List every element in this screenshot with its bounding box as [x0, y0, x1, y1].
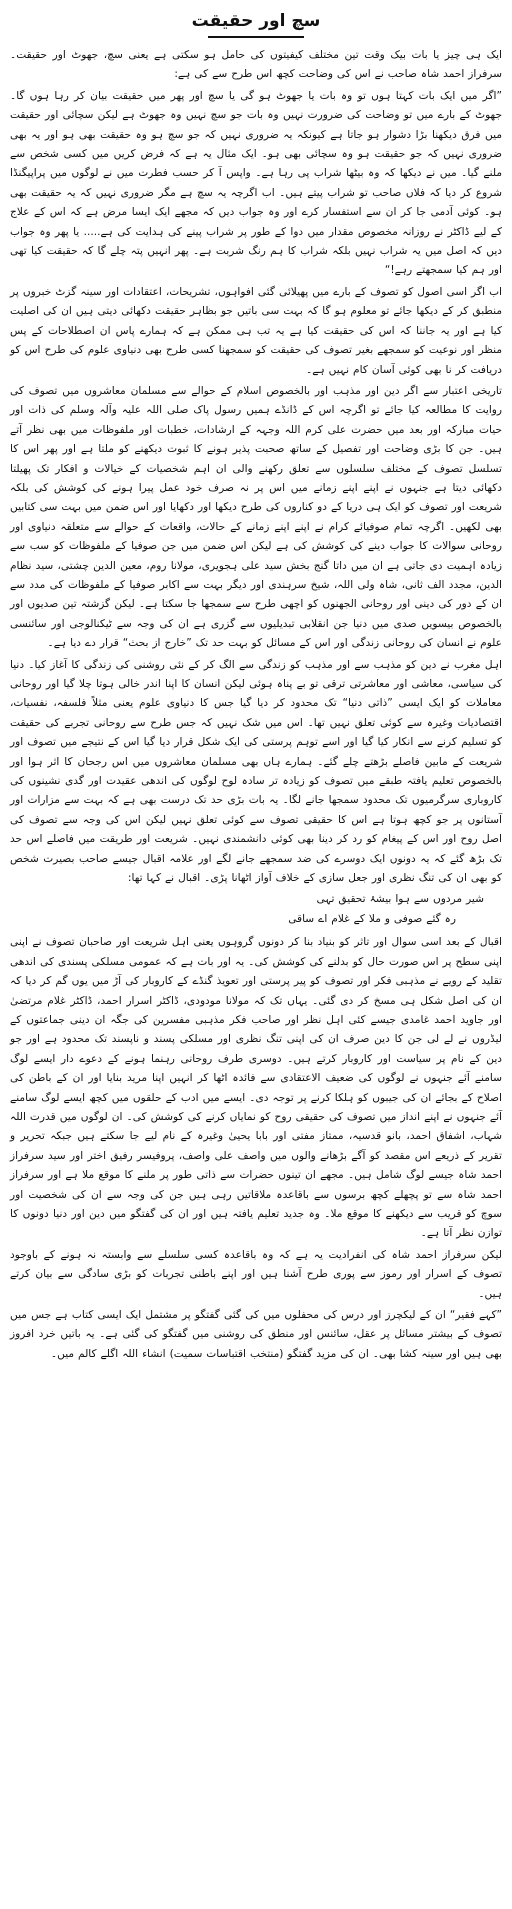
paragraph-after-iqbal: اقبال کے بعد اسی سوال اور تاثر کو بنیاد بنا کر دونوں گروہوں یعنی اہل شریعت اور صاحبان تصوف نے اپنی اپنی سطح پر اس صورت حال کو بدلنے کی کوشش کی۔ یہ اور بات ہے کہ عمومی مسلکی پسندی کی اندھی تقلید کے رویے نے مذہبی فکر اور تصوف کو پیر پرستی اور تعویذ گنڈے کے کاروبار کی آڑ میں یوں گم کر دیا کہ ان کی اصل شکل ہی مسخ کر دی گئی۔ یہاں تک کہ مولانا مودودی، ڈاکٹر اسرار احمد، ڈاکٹر غلام مرتضیٰ اور جاوید احمد غامدی جیسے کئی اہل نظر اور صاحب فکر مذہبی مفسرین کی جگہ ان دینی جماعتوں کے لیڈروں نے لے لی جن کا دین صرف ان کی اپنی تنگ نظری اور مسلکی پسند و ناپسند تک محدود ہے اور جو دین کے نام پر سیاست اور کاروبار کرتے ہیں۔ دوسری طرف روحانی رہنما ہونے کے دعوے دار ایسے لوگ سامنے آئے جنہوں نے لوگوں کی ضعیف الاعتقادی سے فائدہ اٹھا کر انہیں اپنا مرید بنایا اور ان کے باطن کی اصلاح کے بجائے ان کی جیبوں کو ہلکا کرنے پر توجہ دی۔ ایسے میں ادب کے حلقوں میں کچھ ایسے لوگ سامنے آئے جنہوں نے اپنے انداز میں تصوف کی حقیقی روح کو نمایاں کرنے کی کوشش کی۔ ان لوگوں میں قدرت اللہ شہاب، اشفاق احمد، بانو قدسیہ، ممتاز مفتی اور بابا یحییٰ وغیرہ کے نام لیے جا سکتے ہیں جبکہ تحریر و تقریر کے ذریعے اس مقصد کو آگے بڑھانے والوں میں واصف علی واصف، پروفیسر رفیق اختر اور سید سرفراز احمد شاہ جیسے لوگ شامل ہیں۔ مجھے ان تینوں حضرات سے ذاتی طور پر ملنے کا موقع ملا ہے اور سرفراز احمد شاہ سے تو پچھلے کچھ برسوں سے باقاعدہ ملاقاتیں رہی ہیں جن کی وجہ سے ان کی شخصیت اور سوچ کو قریب سے دیکھنے کا موقع ملا۔ وہ جدید تعلیم یافتہ ہیں اور ان کی گفتگو میں دین اور دنیا دونوں کا توازن نظر آتا ہے۔	[10, 936, 502, 1240]
article-body	[10, 46, 502, 1364]
paragraph-history: تاریخی اعتبار سے اگر دین اور مذہب اور بالخصوص اسلام کے حوالے سے مسلمان معاشروں میں تصوف کی روایت کا مطالعہ کیا جائے تو اگرچہ اس کے ڈانڈے ہمیں رسول پاک صلی اللہ علیہ وآلہ وسلم کی ذات اور حیات مبارکہ اور بعد میں حضرت علی کرم اللہ وجہہ کے ارشادات، خطبات اور ملفوظات میں بھی نظر آتے ہیں۔ جن کا بڑی وضاحت اور تفصیل کے ساتھ صحبت پذیر ہونے کا ثبوت دیکھنے کو ملتا ہے اور پھر اس کا تسلسل تصوف کے مختلف سلسلوں سے تعلق رکھنے والی ان اہم شخصیات کے خیالات و افکار تک پھیلتا دکھائی دیتا ہے جنہوں نے اپنے اپنے زمانے میں اس پر نہ صرف خود عمل پیرا ہونے کی کوشش کی بلکہ شریعت اور تصوف کو ایک ہی دریا کے دو کناروں کی طرح دیکھا اور دکھایا اور اس ضمن میں بہت سی کتابیں بھی لکھیں۔ اگرچہ تمام صوفیائے کرام نے اپنے اپنے زمانے کے حالات، واقعات کے حوالے سے متعلقہ دنیاوی اور روحانی سوالات کا جواب دینے کی کوشش کی ہے لیکن اس ضمن میں جن صوفیا کے ملفوظات کو سب سے زیادہ اہمیت دی جاتی ہے ان میں داتا گنج بخش سید علی ہجویری، مولانا روم، معین الدین چشتی، سید نظام الدین، مجدد الف ثانی، شاہ ولی اللہ، شیخ سرہندی اور دیگر بہت سے اکابر صوفیا کے ملفوظات کی مدد سے ان کے دور کی دینی اور روحانی الجھنوں کو اچھی طرح سے سمجھا جا سکتا ہے۔ لیکن گزشتہ تین صدیوں اور بالخصوص بیسویں صدی میں دنیا جن انقلابی تبدیلیوں سے گزری ہے ان کی وجہ سے ٹیکنالوجی اور سائنسی علوم نے انسان کی روحانی زندگی اور اس کے مسائل کو بہت حد تک ”خارج از بحث“ قرار دے دیا ہے۔	[10, 384, 502, 650]
paragraph-west: اہل مغرب نے دین کو مذہب سے اور مذہب کو زندگی سے الگ کر کے نئی روشنی کی زندگی کا آغاز کیا۔ دنیا کی سیاسی، معاشی اور معاشرتی ترقی تو بے پناہ ہوئی لیکن انسان کا اپنا اندر خالی ہوتا چلا گیا اور روحانی معاملات کو ایک ایسی ”ذاتی دنیا“ تک محدود کر دیا گیا جس کا دنیاوی علوم یعنی مثلاً فلسفہ، نفسیات، اقتصادیات وغیرہ سے کوئی تعلق نہیں تھا۔ اس میں شک نہیں کہ جس طرح سے روحانی تجربے کی حقیقت کو تسلیم کرنے سے انکار کیا گیا اور اسے توہم پرستی کی ایک شکل قرار دیا گیا اس کے نتیجے میں تصوف اور شریعت کے مابین فاصلے بڑھتے چلے گئے۔ ہمارے ہاں بھی مسلمان معاشروں میں اس رجحان کا اثر ہوا اور بالخصوص تعلیم یافتہ طبقے میں تصوف کو زیادہ تر سادہ لوح لوگوں کی اندھی عقیدت اور گدی نشینوں کی کاروباری سرگرمیوں تک محدود سمجھا جانے لگا۔ یہ بات بڑی حد تک درست بھی ہے کہ بہت سے مزارات اور آستانوں پر جو کچھ ہوتا ہے اس کا حقیقی تصوف سے کوئی تعلق نہیں لیکن اس کی وجہ سے تصوف کی اصل روح اور اس کے پیغام کو رد کر دینا بھی کوئی دانشمندی نہیں۔ شریعت اور طریقت میں فاصلے اس حد تک بڑھ گئے کہ یہ دونوں ایک دوسرے کی ضد سمجھے جانے لگے اور علامہ اقبال جیسے صاحب بصیرت شخص کو بھی ان کی تنگ نظری اور جعل سازی کے خلاف آواز اٹھانا پڑی۔ اقبال نے کہا تھا:	[10, 658, 502, 885]
paragraph-tasawwuf-rumors: اب اگر اسی اصول کو تصوف کے بارے میں پھیلائی گئی افواہوں، تشریحات، اعتقادات اور سینہ گزٹ خبروں پر منطبق کر کے دیکھا جائے تو معلوم ہو گا کہ بہت سی باتیں جو بظاہر حقیقت دکھائی دیتی ہیں ان کی اصلیت کیا ہے اور یہ جاننا کہ اس کی حقیقت کیا ہے یہ تب ہی ممکن ہے کہ ہمارے پاس ان اصطلاحات کے پس منظر اور نوعیت کو سمجھے بغیر تصوف کی حقیقت کو سمجھنا کسی طرح بھی دنیاوی علوم کی طرح اس کو دریافت کر نا بھی کوئی آسان کام نہیں ہے۔	[10, 285, 502, 376]
verse-line-1: شیر مردوں سے ہوا بیشۂ تحقیق تہی	[316, 893, 484, 906]
paragraph-sarfraz-shah: لیکن سرفراز احمد شاہ کی انفرادیت یہ ہے کہ وہ باقاعدہ کسی سلسلے سے وابستہ نہ ہونے کے باوجود تصوف کے اسرار اور رموز سے پوری طرح آشنا ہیں اور اپنے باطنی تجربات کو بڑی سادگی سے بیان کرتے ہیں۔	[10, 1248, 502, 1300]
verse-line-2: رہ گئے صوفی و ملا کے غلام اے ساقی	[288, 912, 456, 925]
headline-underline	[208, 36, 304, 38]
paragraph-intro: ایک ہی چیز یا بات بیک وقت تین مختلف کیفیتوں کی حامل ہو سکتی ہے یعنی سچ، جھوٹ اور حقیقت۔ سرفراز احمد شاہ صاحب نے اس کی وضاحت کچھ اس طرح سے کی ہے:	[10, 49, 502, 81]
article-headline: سچ اور حقیقت	[191, 11, 321, 31]
iqbal-verse	[10, 890, 502, 929]
paragraph-book: ”کہے فقیر“ ان کے لیکچرز اور درس کی محفلوں میں کی گئی گفتگو پر مشتمل ایک ایسی کتاب ہے جس میں تصوف کے بیشتر مسائل پر عقل، سائنس اور منطق کی روشنی میں گفتگو کی گئی ہے۔ یہ باتیں خرد افروز بھی ہیں اور سینہ کشا بھی۔ ان کی مزید گفتگو (منتخب اقتباسات سمیت) انشاء اللہ اگلے کالم میں۔	[10, 1309, 502, 1360]
paragraph-quote: ”اگر میں ایک بات کہتا ہوں تو وہ بات یا جھوٹ ہو گی یا سچ اور پھر میں حقیقت بیان کر رہا ہوں گا۔ جھوٹ کے بارے میں تو وضاحت کی ضرورت نہیں وہ بات جو سچ نہیں وہ جھوٹ ہے لیکن سچائی اور حقیقت میں فرق دیکھنا بڑا دشوار ہو جاتا ہے کیونکہ یہ ضروری نہیں کہ جو سچ ہو وہ حقیقت بھی ہو اور یہ بھی ضروری نہیں کہ جو حقیقت ہو وہ سچائی بھی ہو۔ ایک مثال یہ ہے کہ فرض کریں میں کسی شخص سے ملنے گیا۔ میں نے دیکھا کہ وہ بیٹھا شراب پی رہا ہے۔ واپس آ کر حسب فطرت میں نے لوگوں میں پراپیگنڈا شروع کر دیا کہ فلاں صاحب تو شراب پیتے ہیں۔ اب اگرچہ یہ سچ ہے مگر ضروری نہیں کہ یہ حقیقت بھی ہو۔ کوئی آدمی جا کر ان سے استفسار کرے اور وہ جواب دیں کہ مجھے ایک ایسا مرض ہے کہ اس کے علاج کے لیے ڈاکٹر نے روزانہ مخصوص مقدار میں دوا کے طور پر شراب پینے کی ہدایت کی ہے..... یا پھر وہ جواب دیں کہ اصل میں یہ شراب نہیں بلکہ شراب کا ہم رنگ شربت ہے۔ پھر انہیں پتہ چلے گا کہ حقیقت کیا تھی اور ہم کیا سمجھتے رہے!“	[10, 89, 502, 277]
